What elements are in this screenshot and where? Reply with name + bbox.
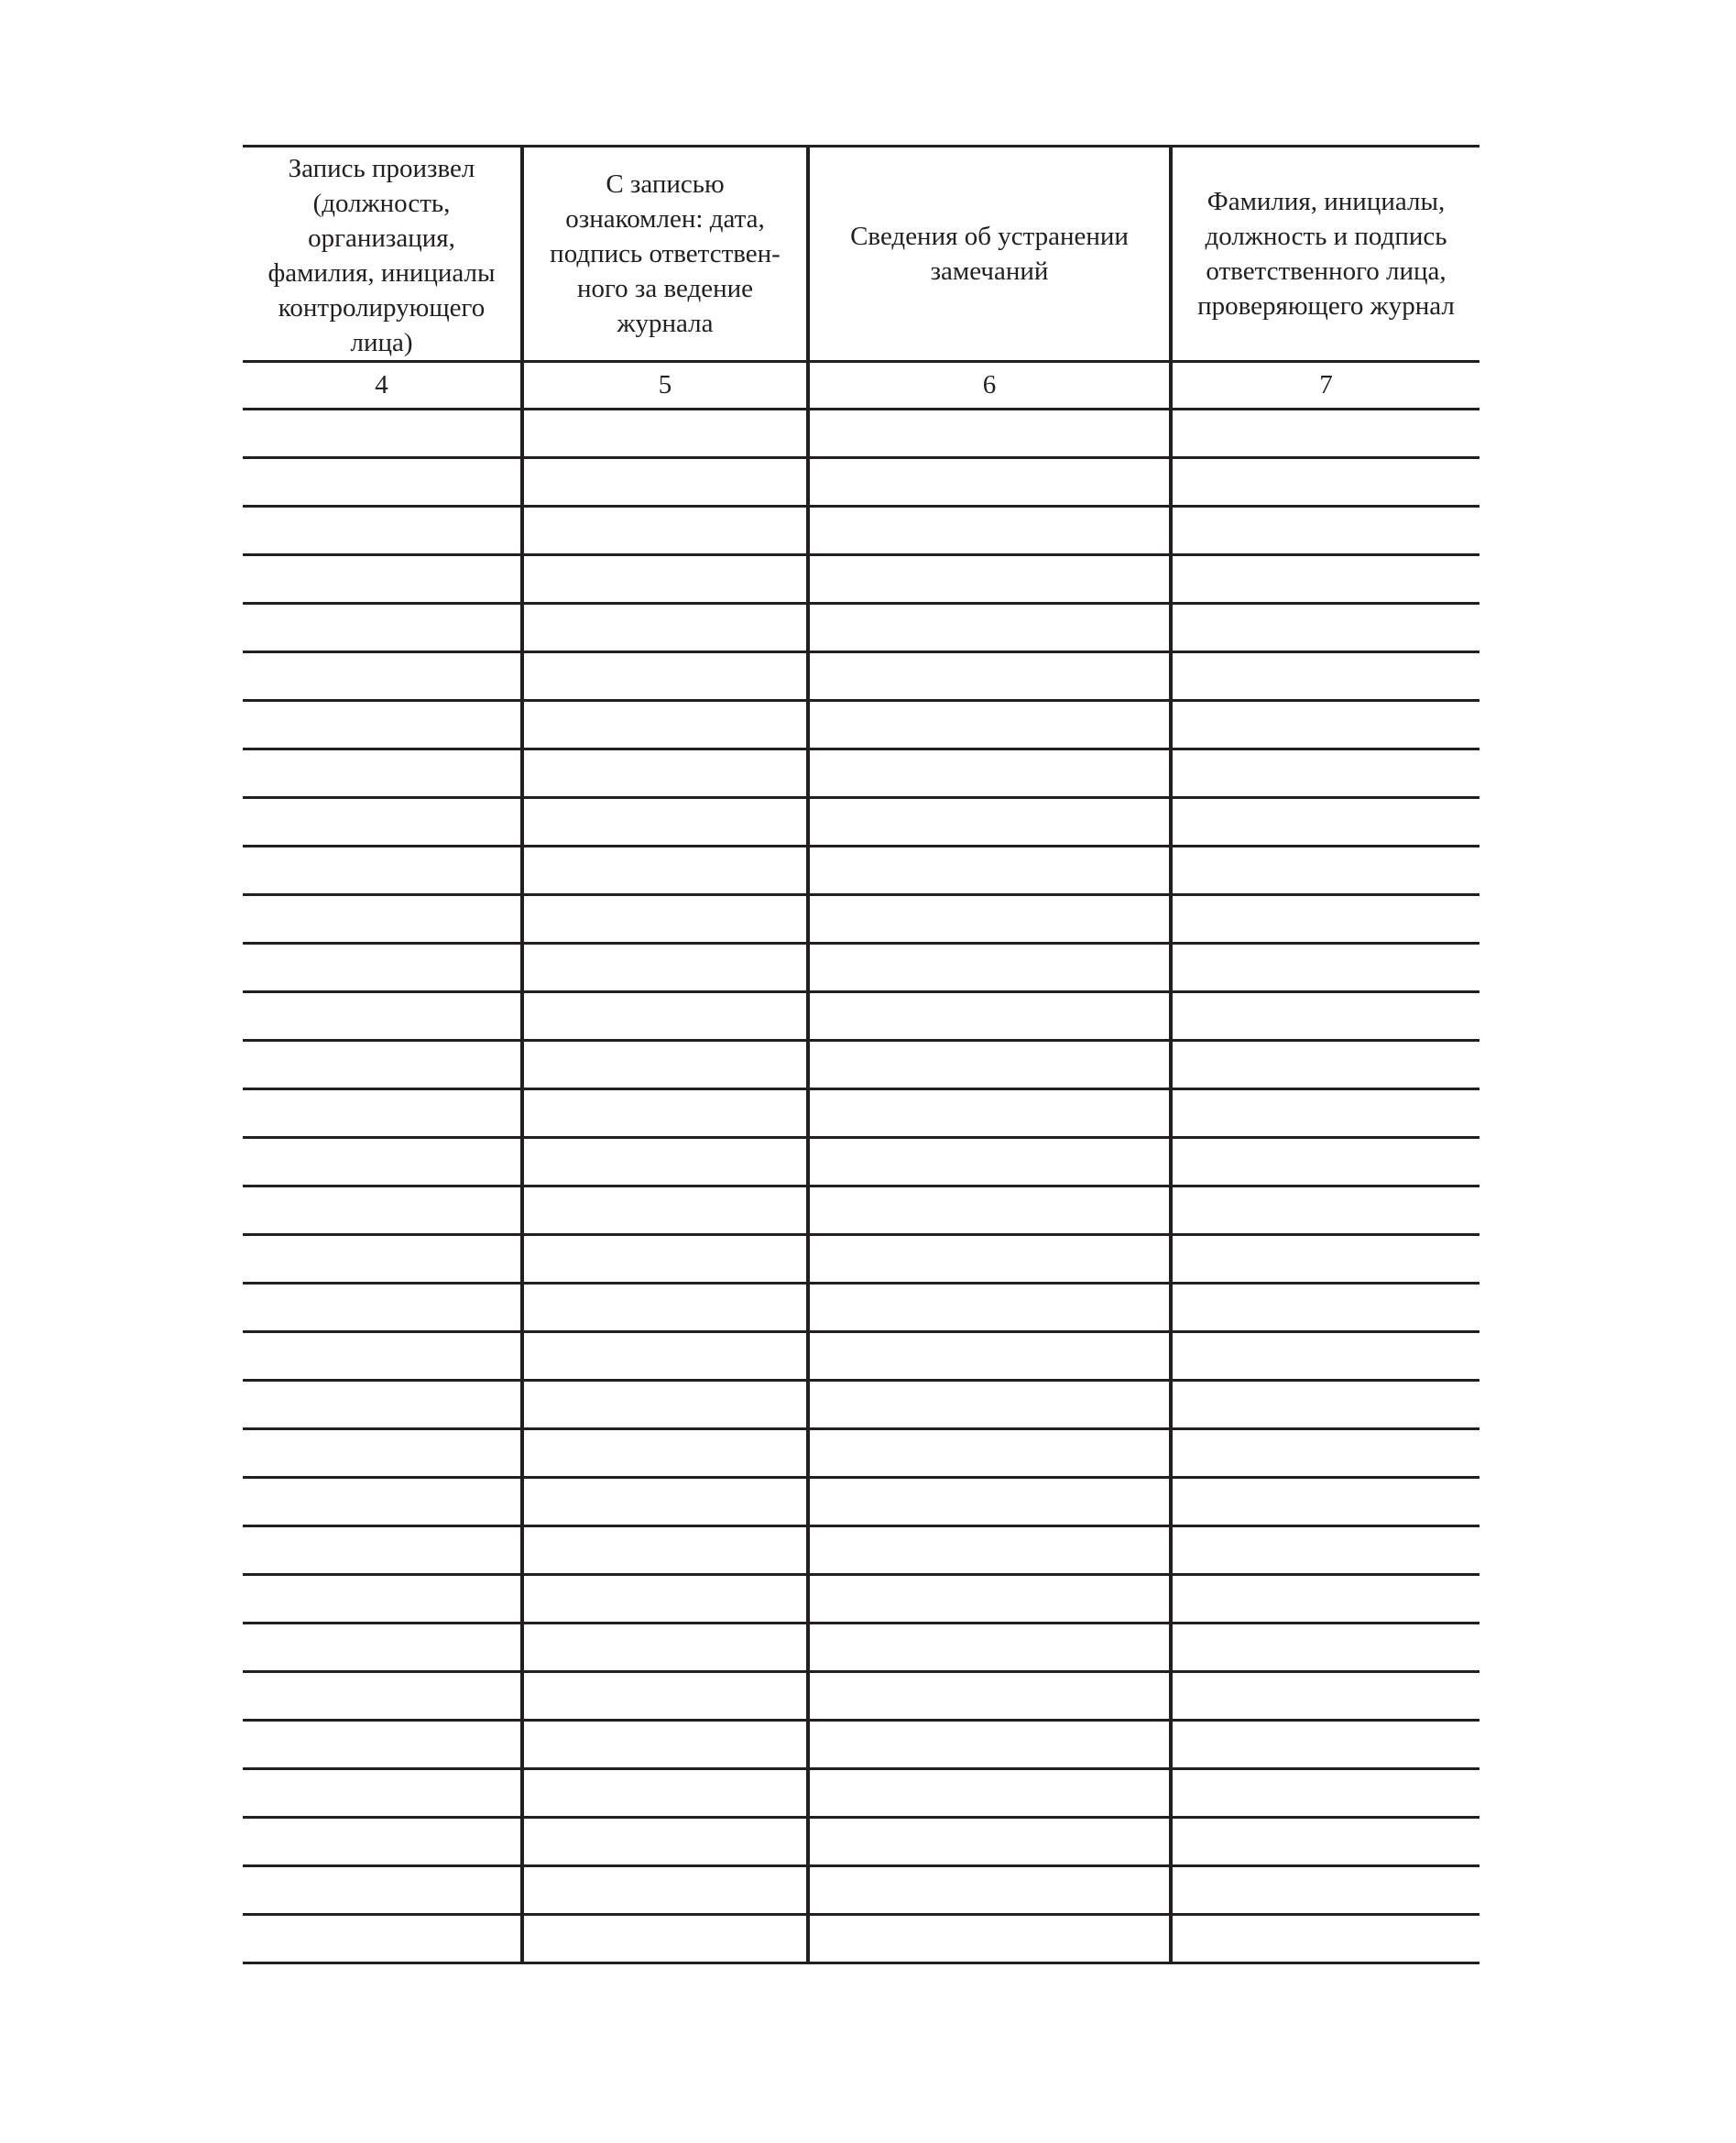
table-row [243, 1284, 1479, 1332]
table-cell [1171, 1478, 1479, 1526]
table-cell [243, 701, 522, 749]
table-row [243, 1429, 1479, 1478]
table-cell [1171, 1186, 1479, 1235]
table-cell [522, 1478, 808, 1526]
column-number: 4 [243, 362, 522, 410]
table-row [243, 1041, 1479, 1089]
table-cell [522, 1818, 808, 1866]
table-cell [522, 1526, 808, 1575]
table-cell [1171, 1381, 1479, 1429]
table-cell [243, 749, 522, 798]
table-cell [1171, 992, 1479, 1041]
table-cell [243, 604, 522, 652]
table-cell [243, 944, 522, 992]
table-cell [1171, 895, 1479, 944]
table-cell [243, 458, 522, 507]
table-cell [808, 1769, 1171, 1818]
table-cell [522, 1138, 808, 1186]
table-row [243, 410, 1479, 458]
table-cell [243, 1769, 522, 1818]
table-row [243, 1818, 1479, 1866]
table-cell [522, 458, 808, 507]
table-row [243, 798, 1479, 847]
table-cell [808, 1818, 1171, 1866]
table-cell [808, 458, 1171, 507]
table-cell [243, 895, 522, 944]
table-cell [808, 507, 1171, 555]
table-cell [522, 1235, 808, 1284]
table-cell [1171, 1089, 1479, 1138]
table-cell [243, 1526, 522, 1575]
table-cell [1171, 1235, 1479, 1284]
table-row [243, 458, 1479, 507]
table-row [243, 604, 1479, 652]
column-number: 6 [808, 362, 1171, 410]
table-cell [808, 1429, 1171, 1478]
journal-table [243, 145, 1479, 1964]
table-cell [243, 1284, 522, 1332]
table-row [243, 749, 1479, 798]
table-cell [808, 1284, 1171, 1332]
table-cell [808, 1575, 1171, 1624]
table-row [243, 992, 1479, 1041]
table-row [243, 1089, 1479, 1138]
table-cell [243, 1672, 522, 1721]
table-cell [808, 895, 1171, 944]
table-cell [808, 1866, 1171, 1915]
table-cell [808, 847, 1171, 895]
table-cell [522, 1332, 808, 1381]
header-remediation-info: Сведения об устранении замечаний [808, 147, 1171, 362]
table-cell [243, 1235, 522, 1284]
table-cell [243, 1866, 522, 1915]
table-cell [1171, 1818, 1479, 1866]
journal-body [243, 410, 1479, 1963]
table-cell [1171, 652, 1479, 701]
table-row [243, 507, 1479, 555]
column-number-row [243, 362, 1479, 410]
table-cell [243, 410, 522, 458]
column-number: 5 [522, 362, 808, 410]
table-cell [522, 555, 808, 604]
table-cell [243, 1818, 522, 1866]
table-cell [808, 701, 1171, 749]
table-cell [1171, 604, 1479, 652]
table-row [243, 1624, 1479, 1672]
table-row [243, 1526, 1479, 1575]
table-cell [808, 992, 1171, 1041]
table-cell [808, 1478, 1171, 1526]
table-cell [243, 1041, 522, 1089]
table-row [243, 1381, 1479, 1429]
table-row [243, 1235, 1479, 1284]
column-number: 7 [1171, 362, 1479, 410]
header-acknowledged: С записью ознакомлен: дата, подпись ответствен- ного за ведение журнала [522, 147, 808, 362]
table-cell [808, 1624, 1171, 1672]
table-row [243, 1478, 1479, 1526]
table-cell [1171, 1672, 1479, 1721]
table-row [243, 895, 1479, 944]
table-cell [522, 1915, 808, 1963]
table-cell [808, 1526, 1171, 1575]
table-cell [808, 652, 1171, 701]
table-cell [1171, 1284, 1479, 1332]
table-cell [808, 410, 1171, 458]
table-row [243, 1186, 1479, 1235]
table-cell [1171, 1721, 1479, 1769]
table-row [243, 1575, 1479, 1624]
table-cell [243, 1186, 522, 1235]
table-cell [808, 1381, 1171, 1429]
table-cell [522, 652, 808, 701]
table-cell [522, 944, 808, 992]
table-cell [1171, 458, 1479, 507]
table-cell [522, 507, 808, 555]
table-cell [1171, 507, 1479, 555]
table-cell [808, 1235, 1171, 1284]
table-row [243, 1769, 1479, 1818]
table-cell [1171, 944, 1479, 992]
table-cell [522, 1769, 808, 1818]
table-cell [1171, 1769, 1479, 1818]
table-cell [1171, 555, 1479, 604]
table-row [243, 1866, 1479, 1915]
table-cell [243, 652, 522, 701]
table-cell [243, 1089, 522, 1138]
table-row [243, 701, 1479, 749]
table-cell [1171, 1866, 1479, 1915]
table-cell [1171, 1041, 1479, 1089]
table-cell [1171, 749, 1479, 798]
table-cell [522, 749, 808, 798]
table-row [243, 1721, 1479, 1769]
table-cell [243, 1332, 522, 1381]
table-cell [1171, 1332, 1479, 1381]
table-cell [1171, 1624, 1479, 1672]
table-cell [522, 1041, 808, 1089]
table-cell [243, 1138, 522, 1186]
table-cell [522, 1186, 808, 1235]
table-cell [1171, 847, 1479, 895]
table-row [243, 944, 1479, 992]
table-cell [808, 1915, 1171, 1963]
table-cell [243, 798, 522, 847]
table-row [243, 555, 1479, 604]
table-cell [522, 1866, 808, 1915]
table-cell [243, 1478, 522, 1526]
table-cell [808, 1186, 1171, 1235]
table-cell [522, 895, 808, 944]
header-row [243, 147, 1479, 362]
table-cell [808, 604, 1171, 652]
table-cell [243, 847, 522, 895]
table-cell [243, 1721, 522, 1769]
table-cell [522, 1089, 808, 1138]
table-cell [522, 1284, 808, 1332]
table-cell [808, 1721, 1171, 1769]
table-cell [243, 555, 522, 604]
header-journal-reviewer: Фамилия, инициалы, должность и подпись ответственного лица, проверяющего журнал [1171, 147, 1479, 362]
table-cell [1171, 1526, 1479, 1575]
table-cell [522, 1672, 808, 1721]
table-cell [243, 1624, 522, 1672]
table-cell [808, 1672, 1171, 1721]
table-cell [1171, 701, 1479, 749]
table-cell [243, 1381, 522, 1429]
table-cell [522, 604, 808, 652]
table-cell [522, 1575, 808, 1624]
table-row [243, 1915, 1479, 1963]
table-cell [522, 701, 808, 749]
table-row [243, 1672, 1479, 1721]
table-cell [1171, 1138, 1479, 1186]
table-cell [808, 1332, 1171, 1381]
table-cell [243, 1429, 522, 1478]
table-cell [522, 1429, 808, 1478]
table-cell [522, 798, 808, 847]
table-cell [1171, 1429, 1479, 1478]
header-recorded-by: Запись произвел (должность, организация, фамилия, инициалы контролирующего лица) [243, 147, 522, 362]
table-cell [808, 798, 1171, 847]
table-cell [808, 1041, 1171, 1089]
table-row [243, 1138, 1479, 1186]
table-cell [243, 1575, 522, 1624]
table-cell [808, 749, 1171, 798]
table-cell [808, 944, 1171, 992]
table-cell [1171, 410, 1479, 458]
table-cell [1171, 798, 1479, 847]
table-cell [243, 1915, 522, 1963]
table-cell [808, 555, 1171, 604]
table-cell [522, 992, 808, 1041]
table-cell [808, 1089, 1171, 1138]
table-row [243, 652, 1479, 701]
table-row [243, 1332, 1479, 1381]
table-cell [522, 410, 808, 458]
table-cell [1171, 1575, 1479, 1624]
table-cell [243, 507, 522, 555]
table-cell [808, 1138, 1171, 1186]
table-cell [522, 847, 808, 895]
table-cell [522, 1381, 808, 1429]
table-row [243, 847, 1479, 895]
table-cell [243, 992, 522, 1041]
table-cell [522, 1624, 808, 1672]
table-cell [1171, 1915, 1479, 1963]
table-cell [522, 1721, 808, 1769]
